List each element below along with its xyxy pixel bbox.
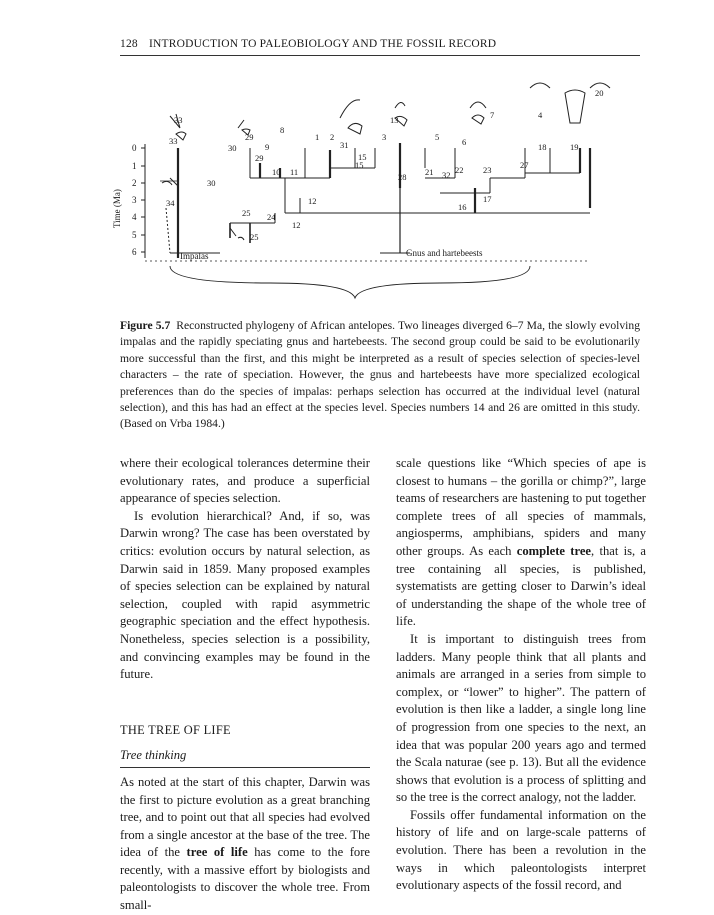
- antelope-25-icon: [230, 228, 244, 240]
- species-label: 23: [483, 165, 492, 175]
- gnus-hartebeests-label: Gnus and hartebeests: [406, 248, 483, 258]
- axis-title: Time (Ma): [112, 189, 122, 228]
- species-label: 30: [228, 143, 237, 153]
- branch: [166, 208, 170, 253]
- species-label: 6: [462, 137, 467, 147]
- species-label: 21: [425, 167, 434, 177]
- species-label: 4: [538, 110, 543, 120]
- phylogeny-diagram: [110, 78, 650, 308]
- antelope-15-icon: [340, 100, 362, 134]
- paragraph: Fossils offer fundamental information on the history of life and on large-scale patterns of evolution. There has been a revolution in the ways in which paleontologists interpret evolutionary aspects of the fossil record, and: [396, 807, 646, 893]
- species-label: 15: [355, 160, 364, 170]
- species-label: 10: [272, 167, 281, 177]
- header-rule: [120, 55, 640, 56]
- figure-label: Figure 5.7: [120, 319, 171, 332]
- caption-text: Reconstructed phylogeny of African antelopes. Two lineages diverged 6–7 Ma, the slowly evolving impalas and the rapidly speciating gnus and hartebeests. The second group could be said to be evolutionarily more successful than the first, and this might be interpreted as a result of species selection of species-level characters – the rate of speciation. However, the gnus and hartebeests have more specialized ecological preferences than do the species of impalas: perhaps selection has occurred at the individual level (natural selection), and this has had an effect at the species level. Species numbers 14 and 26 are omitted in this study. (Based on Vrba 1984.): [120, 319, 640, 431]
- species-label: 9: [265, 142, 270, 152]
- paragraph: where their ecological tolerances determine their evolutionary rates, and produce a superficial appearance of species selection.: [120, 456, 370, 506]
- species-label: 25: [242, 208, 251, 218]
- species-label: 28: [398, 172, 407, 182]
- tick-label: 2: [132, 178, 137, 188]
- impalas-label: Impalas: [180, 251, 209, 261]
- axis-labels: [112, 143, 137, 257]
- species-label: 16: [458, 202, 467, 212]
- antelope-34-icon: [162, 178, 178, 186]
- species-labels: [166, 88, 604, 242]
- species-label: 2: [330, 132, 335, 142]
- species-label: 7: [490, 110, 495, 120]
- species-label: 32: [442, 170, 451, 180]
- tick-label: 1: [132, 161, 137, 171]
- antelope-6-icon: [470, 102, 486, 124]
- running-title: INTRODUCTION TO PALEOBIOLOGY AND THE FOSSIL RECORD: [148, 38, 497, 50]
- text-span: , that is, a tree containing all species, is published, systematists are getting closer to Darwin’s ideal of understanding the shape of the whole tree of life.: [396, 543, 647, 629]
- species-label: 29: [255, 153, 264, 163]
- right-column: [396, 455, 646, 895]
- left-column: [120, 455, 370, 915]
- species-label: 19: [570, 142, 579, 152]
- species-label: 20: [595, 88, 604, 98]
- figure-caption: [120, 318, 640, 433]
- tick-label: 3: [132, 195, 137, 205]
- species-label: 17: [483, 194, 492, 204]
- paragraph: [396, 455, 646, 631]
- species-label: 24: [267, 212, 276, 222]
- clade-brace: [170, 266, 530, 298]
- paragraph: Is evolution hierarchical? And, if so, was Darwin wrong? The case has been overstated by critics: evolution occurs by natural selection, as Darwin said in 1859. Many proposed examples of species selection can be explained by natural selection, coupled with rapid asymmetric geographic speciation and the effect hypothesis. Nonetheless, species selection is a possibility, and convincing examples may be found in the future.: [120, 508, 370, 682]
- species-label: 5: [435, 132, 440, 142]
- species-label: 29: [245, 132, 254, 142]
- species-label: 18: [538, 142, 547, 152]
- antelope-sketches: [162, 83, 610, 240]
- subheading: Tree thinking: [120, 747, 370, 768]
- tick-label: 4: [132, 212, 137, 222]
- bold-term: complete tree: [516, 543, 592, 558]
- tick-label: 6: [132, 247, 137, 257]
- species-label: 30: [207, 178, 216, 188]
- phylogeny-figure: [110, 78, 650, 308]
- species-label: 33: [174, 115, 183, 125]
- species-label: 8: [280, 125, 285, 135]
- section-heading: THE TREE OF LIFE: [120, 722, 231, 737]
- text-span: As noted at the start of this chapter, Darwin was the first to picture evolution as a great branching tree, and to point out that all species had evolved from a single ancestor at the base of the tree. The idea of the: [120, 774, 370, 860]
- species-label: 25: [250, 232, 259, 242]
- tick-label: 5: [132, 230, 137, 240]
- species-label: 31: [340, 140, 349, 150]
- paragraph: [120, 774, 370, 915]
- species-label: 1: [315, 132, 320, 142]
- paragraph: It is important to distinguish trees from ladders. Many people think that all plants and animals are arranged in a series from simple to complex, or “lower” to higher”. The pattern of evolution is then like a ladder, a single long line of progression from one species to the next, an idea that was popular 200 years ago and termed the Scala naturae (see p. 13). But all the evidence shows that evolution is a process of splitting and so the tree is the correct analogy, not the ladder.: [396, 631, 646, 805]
- species-label: 22: [455, 165, 464, 175]
- bold-term: tree of life: [186, 845, 248, 860]
- page-number: 128: [120, 38, 138, 50]
- running-header: [120, 38, 496, 50]
- text-span: has come to the fore recently, with a massive effort by biologists and paleontologists to discover the whole tree. From small-: [120, 845, 371, 913]
- species-label: 12: [308, 196, 317, 206]
- species-label: 12: [292, 220, 301, 230]
- species-label: 3: [382, 132, 387, 142]
- text-span: scale questions like “Which species of ape is closest to humans – the gorilla or chimp?”, large teams of researchers are hastening to put together complete trees of all species of mammals, angiosperms, amphibians, spiders and many other groups. As each: [396, 456, 646, 558]
- species-label: 13: [390, 115, 399, 125]
- tick-label: 0: [132, 143, 137, 153]
- species-label: 33: [169, 136, 178, 146]
- species-label: 34: [166, 198, 175, 208]
- species-label: 27: [520, 160, 529, 170]
- species-label: 11: [290, 167, 299, 177]
- species-label: 15: [358, 152, 367, 162]
